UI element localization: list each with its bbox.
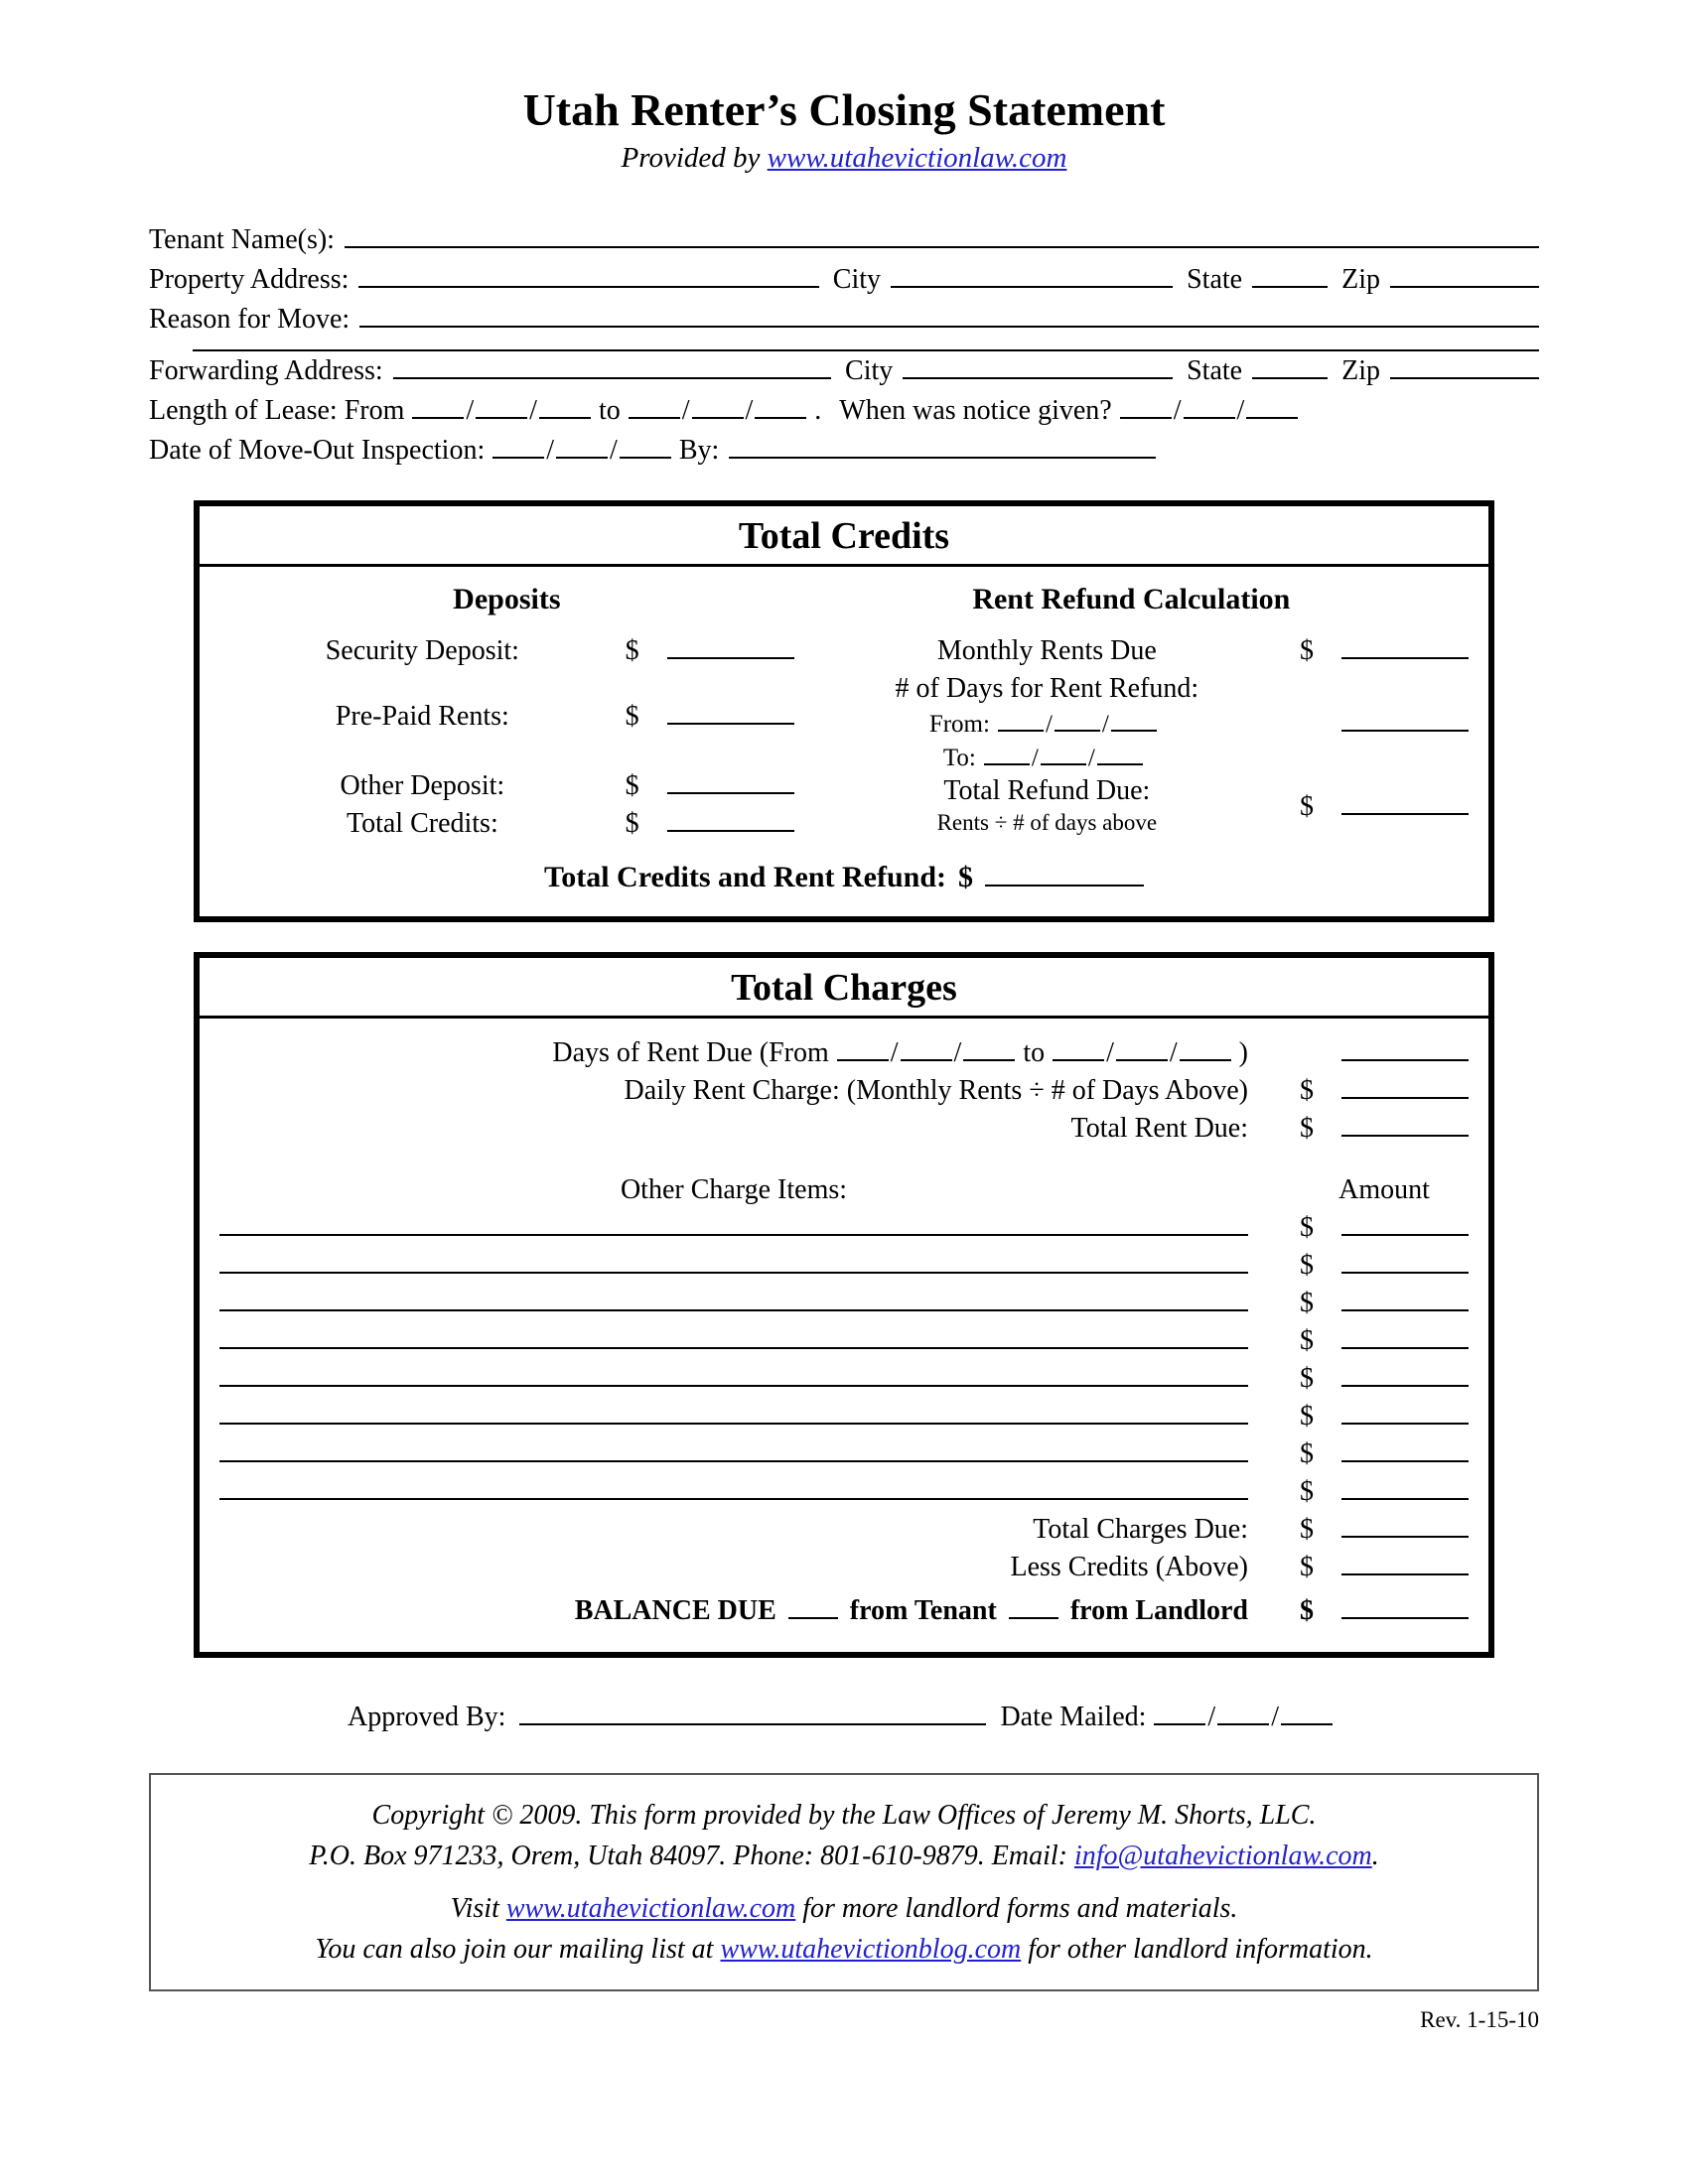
dollar-sign: $ bbox=[1300, 1363, 1314, 1394]
total-rent-due-row bbox=[219, 1110, 1469, 1148]
slash-text: / bbox=[1271, 1702, 1279, 1732]
total-charges-due-label: Total Charges Due: bbox=[1033, 1514, 1248, 1545]
other-charge-item-field[interactable] bbox=[219, 1347, 1248, 1349]
slash-text: / bbox=[1236, 395, 1245, 426]
prepaid-rents-field[interactable] bbox=[667, 723, 794, 725]
approved-by-label: Approved By: bbox=[348, 1702, 506, 1732]
date-segment[interactable] bbox=[963, 1059, 1015, 1061]
date-segment[interactable] bbox=[629, 417, 680, 419]
total-charges-title: Total Charges bbox=[200, 958, 1488, 1019]
blog-link[interactable]: www.utahevictionblog.com bbox=[720, 1934, 1022, 1965]
dollar-sign: $ bbox=[625, 701, 639, 732]
refund-from-group bbox=[794, 708, 1300, 742]
balance-due-label-group bbox=[219, 1592, 1300, 1630]
amount-heading: Amount bbox=[1338, 1174, 1430, 1205]
total-credits-label: Total Credits: bbox=[346, 808, 498, 839]
security-deposit-label: Security Deposit: bbox=[325, 635, 519, 666]
days-of-rent-label bbox=[219, 1034, 1300, 1072]
date-segment[interactable] bbox=[1246, 417, 1298, 419]
date-mailed-label: Date Mailed: bbox=[1000, 1702, 1147, 1732]
dollar-sign: $ bbox=[1300, 1552, 1314, 1582]
provided-by-text: Provided by bbox=[621, 142, 768, 174]
security-deposit-field[interactable] bbox=[667, 657, 794, 659]
forwarding-address-field[interactable] bbox=[393, 377, 831, 379]
refund-from-row bbox=[794, 708, 1469, 742]
slash-text: / bbox=[529, 395, 537, 426]
total-rent-due-label: Total Rent Due: bbox=[1070, 1113, 1248, 1144]
other-charge-amount[interactable] bbox=[1300, 1247, 1469, 1285]
date-segment[interactable] bbox=[556, 457, 608, 459]
less-credits-label: Less Credits (Above) bbox=[1010, 1552, 1248, 1582]
slash-text: / bbox=[953, 1037, 962, 1068]
other-deposit-amount[interactable] bbox=[626, 767, 794, 805]
balance-due-field[interactable] bbox=[1341, 1617, 1469, 1619]
forwarding-state-label: State bbox=[1187, 355, 1243, 386]
days-of-rent-row bbox=[219, 1034, 1469, 1072]
other-charge-item-field[interactable] bbox=[219, 1385, 1248, 1387]
other-charges-header-row bbox=[219, 1171, 1469, 1209]
dollar-sign: $ bbox=[625, 635, 639, 666]
total-rent-due-amount[interactable] bbox=[1300, 1110, 1469, 1148]
daily-rent-amount[interactable] bbox=[1300, 1072, 1469, 1110]
total-charges-due-amount[interactable] bbox=[1300, 1511, 1469, 1549]
dollar-sign: $ bbox=[1300, 1514, 1314, 1545]
total-charges-section bbox=[194, 952, 1494, 1658]
other-charge-amount-field[interactable] bbox=[1341, 1498, 1469, 1500]
rent-refund-heading: Rent Refund Calculation bbox=[972, 583, 1291, 615]
dollar-sign: $ bbox=[1300, 635, 1314, 666]
refund-to-label: To: bbox=[942, 745, 976, 771]
date-segment[interactable] bbox=[998, 730, 1044, 732]
state-label: State bbox=[1187, 264, 1243, 295]
total-refund-amount[interactable] bbox=[1300, 791, 1469, 823]
rent-from-date[interactable] bbox=[837, 1037, 1016, 1068]
slash-text: / bbox=[546, 435, 555, 466]
dollar-sign: $ bbox=[1300, 790, 1314, 822]
contact-text: P.O. Box 971233, Orem, Utah 84097. Phone: 801-610-9879. Email: bbox=[309, 1841, 1074, 1871]
date-segment[interactable] bbox=[984, 763, 1030, 765]
refund-from-date[interactable] bbox=[998, 711, 1157, 738]
email-link[interactable]: info@utahevictionlaw.com bbox=[1073, 1841, 1372, 1871]
monthly-rents-row bbox=[794, 632, 1469, 670]
top-fields-section bbox=[149, 220, 1539, 471]
lease-to-label: to bbox=[598, 395, 621, 426]
other-charge-amount[interactable] bbox=[1300, 1473, 1469, 1511]
mailing-list-line bbox=[181, 1929, 1507, 1970]
contact-suffix: . bbox=[1371, 1841, 1379, 1871]
total-credits-row bbox=[219, 805, 794, 843]
other-charge-row bbox=[219, 1285, 1469, 1322]
prepaid-rents-label: Pre-Paid Rents: bbox=[335, 701, 509, 732]
date-segment[interactable] bbox=[1120, 417, 1172, 419]
property-address-field[interactable] bbox=[358, 286, 818, 288]
forwarding-state-field[interactable] bbox=[1252, 377, 1328, 379]
date-segment[interactable] bbox=[1111, 730, 1157, 732]
total-credits-amount[interactable] bbox=[626, 805, 794, 843]
prepaid-rents-row bbox=[219, 698, 794, 736]
other-charge-amount[interactable] bbox=[1300, 1398, 1469, 1435]
reason-for-move-field[interactable] bbox=[359, 326, 1539, 328]
other-charge-row bbox=[219, 1360, 1469, 1398]
lease-start-date[interactable] bbox=[412, 391, 591, 431]
provided-by-link[interactable]: www.utahevictionlaw.com bbox=[767, 142, 1067, 174]
date-segment[interactable] bbox=[901, 1059, 952, 1061]
forwarding-city-label: City bbox=[845, 355, 894, 386]
date-segment[interactable] bbox=[1041, 763, 1086, 765]
slash-text: / bbox=[1207, 1702, 1216, 1732]
other-charge-amount-field[interactable] bbox=[1341, 1309, 1469, 1311]
slash-text: / bbox=[745, 395, 754, 426]
property-address-label: Property Address: bbox=[149, 264, 350, 295]
date-segment[interactable] bbox=[476, 417, 527, 419]
other-charge-item-field[interactable] bbox=[219, 1272, 1248, 1274]
balance-due-label: BALANCE DUE bbox=[574, 1595, 776, 1626]
state-field[interactable] bbox=[1252, 286, 1328, 288]
lease-end-date[interactable] bbox=[629, 391, 807, 431]
other-charge-item-field[interactable] bbox=[219, 1498, 1248, 1500]
forwarding-city-field[interactable] bbox=[903, 377, 1173, 379]
approval-row bbox=[149, 1702, 1539, 1733]
refund-days-amount[interactable] bbox=[1300, 730, 1469, 732]
credits-grand-total-field[interactable] bbox=[985, 885, 1144, 887]
days-mid: to bbox=[1023, 1037, 1046, 1068]
page-title: Utah Renter’s Closing Statement bbox=[522, 84, 1166, 135]
subtitle bbox=[149, 142, 1539, 175]
period-text: . bbox=[814, 395, 822, 426]
from-landlord-label: from Landlord bbox=[1069, 1595, 1248, 1626]
monthly-rents-label: Monthly Rents Due bbox=[936, 635, 1157, 666]
other-deposit-field[interactable] bbox=[667, 792, 794, 794]
slash-text: / bbox=[466, 395, 475, 426]
by-label: By: bbox=[678, 435, 720, 466]
deposits-column bbox=[219, 583, 794, 843]
dollar-sign: $ bbox=[1300, 1476, 1314, 1507]
date-segment[interactable] bbox=[620, 457, 671, 459]
city-field[interactable] bbox=[891, 286, 1173, 288]
refund-from-label: From: bbox=[928, 711, 990, 738]
date-segment[interactable] bbox=[837, 1059, 889, 1061]
slash-text: / bbox=[1106, 1037, 1114, 1068]
refund-to-group bbox=[794, 742, 1300, 775]
credits-grand-total-label: Total Credits and Rent Refund: bbox=[543, 861, 947, 893]
footer-box bbox=[149, 1773, 1539, 1991]
days-for-refund-label: # of Days for Rent Refund: bbox=[895, 673, 1199, 704]
total-refund-row bbox=[794, 775, 1469, 838]
contact-line bbox=[181, 1836, 1507, 1876]
dollar-sign: $ bbox=[625, 770, 639, 801]
total-refund-field[interactable] bbox=[1341, 813, 1469, 815]
daily-rent-row bbox=[219, 1072, 1469, 1110]
prepaid-rents-amount[interactable] bbox=[626, 698, 794, 736]
mailing-text: You can also join our mailing list at bbox=[315, 1934, 721, 1965]
dollar-sign: $ bbox=[1300, 1250, 1314, 1281]
forwarding-address-label: Forwarding Address: bbox=[149, 355, 383, 386]
other-charge-amount-field[interactable] bbox=[1341, 1234, 1469, 1236]
other-charge-row bbox=[219, 1322, 1469, 1360]
slash-text: / bbox=[1031, 745, 1039, 771]
other-charge-item-field[interactable] bbox=[219, 1309, 1248, 1311]
other-charge-row bbox=[219, 1435, 1469, 1473]
refund-to-row bbox=[794, 742, 1469, 775]
date-segment[interactable] bbox=[692, 417, 744, 419]
dollar-sign: $ bbox=[1300, 1325, 1314, 1356]
total-refund-due-label: Total Refund Due: bbox=[943, 775, 1151, 806]
days-for-refund-row bbox=[794, 670, 1469, 708]
date-segment[interactable] bbox=[1116, 1059, 1168, 1061]
dollar-sign: $ bbox=[1300, 1595, 1314, 1626]
days-suffix: ) bbox=[1238, 1037, 1248, 1068]
visit-suffix: for more landlord forms and materials. bbox=[795, 1893, 1238, 1924]
less-credits-row bbox=[219, 1549, 1469, 1586]
total-refund-labels bbox=[794, 775, 1300, 838]
lease-label: Length of Lease: From bbox=[149, 395, 405, 426]
date-segment[interactable] bbox=[1217, 1723, 1269, 1725]
other-charge-row bbox=[219, 1247, 1469, 1285]
refund-to-date[interactable] bbox=[984, 745, 1143, 771]
other-charge-amount-field[interactable] bbox=[1341, 1423, 1469, 1425]
visit-text: Visit bbox=[450, 1893, 506, 1924]
date-segment[interactable] bbox=[1180, 1059, 1231, 1061]
inspected-by-field[interactable] bbox=[729, 457, 1156, 459]
other-charge-amount-field[interactable] bbox=[1341, 1272, 1469, 1274]
daily-rent-field[interactable] bbox=[1341, 1097, 1469, 1099]
dollar-sign: $ bbox=[625, 808, 639, 839]
daily-rent-label: Daily Rent Charge: (Monthly Rents ÷ # of Days Above) bbox=[624, 1075, 1248, 1106]
reason-for-move-label: Reason for Move: bbox=[149, 304, 351, 335]
deposits-heading: Deposits bbox=[453, 583, 561, 615]
slash-text: / bbox=[1045, 711, 1053, 738]
forwarding-zip-label: Zip bbox=[1341, 355, 1380, 386]
other-charge-row bbox=[219, 1398, 1469, 1435]
lease-row bbox=[149, 391, 1539, 431]
revision-label: Rev. 1-15-10 bbox=[1420, 2007, 1539, 2032]
slash-text: / bbox=[1173, 395, 1182, 426]
inspection-date[interactable] bbox=[492, 431, 671, 471]
refund-note: Rents ÷ # of days above bbox=[936, 810, 1158, 835]
date-segment[interactable] bbox=[539, 417, 591, 419]
date-segment[interactable] bbox=[412, 417, 464, 419]
balance-due-row bbox=[219, 1592, 1469, 1630]
slash-text: / bbox=[1087, 745, 1095, 771]
balance-from-tenant-field[interactable] bbox=[788, 1617, 838, 1619]
other-charge-item-field[interactable] bbox=[219, 1234, 1248, 1236]
slash-text: / bbox=[1169, 1037, 1178, 1068]
inspection-row bbox=[149, 431, 1539, 471]
total-charges-body bbox=[200, 1019, 1488, 1652]
days-prefix: Days of Rent Due (From bbox=[552, 1037, 829, 1068]
other-charge-amount-field[interactable] bbox=[1341, 1385, 1469, 1387]
date-mailed-date[interactable] bbox=[1154, 1702, 1333, 1733]
property-address-row bbox=[149, 260, 1539, 300]
other-charge-item-field[interactable] bbox=[219, 1423, 1248, 1425]
reason-for-move-row bbox=[149, 300, 1539, 340]
total-charges-due-row bbox=[219, 1511, 1469, 1549]
date-segment[interactable] bbox=[1055, 730, 1100, 732]
monthly-rents-amount[interactable] bbox=[1300, 632, 1469, 670]
total-charges-due-field[interactable] bbox=[1341, 1536, 1469, 1538]
from-tenant-label: from Tenant bbox=[849, 1595, 997, 1626]
other-charge-amount[interactable] bbox=[1300, 1322, 1469, 1360]
rent-refund-column bbox=[794, 583, 1469, 843]
date-segment[interactable] bbox=[492, 457, 544, 459]
total-rent-due-field[interactable] bbox=[1341, 1135, 1469, 1137]
total-credits-title: Total Credits bbox=[200, 506, 1488, 567]
slash-text: / bbox=[610, 435, 618, 466]
date-segment[interactable] bbox=[755, 417, 806, 419]
notice-given-date[interactable] bbox=[1120, 391, 1299, 431]
zip-label: Zip bbox=[1341, 264, 1380, 295]
total-credits-field[interactable] bbox=[667, 830, 794, 832]
forwarding-zip-field[interactable] bbox=[1390, 377, 1539, 379]
notice-given-label: When was notice given? bbox=[839, 395, 1112, 426]
other-charge-row bbox=[219, 1473, 1469, 1511]
other-charge-amount-field[interactable] bbox=[1341, 1460, 1469, 1462]
dollar-sign: $ bbox=[1300, 1401, 1314, 1432]
approved-by-field[interactable] bbox=[519, 1723, 986, 1725]
tenant-names-row bbox=[149, 220, 1539, 260]
copyright-line: Copyright © 2009. This form provided by the Law Offices of Jeremy M. Shorts, LLC. bbox=[371, 1800, 1317, 1831]
total-credits-section bbox=[194, 500, 1494, 922]
slash-text: / bbox=[890, 1037, 899, 1068]
zip-field[interactable] bbox=[1390, 286, 1539, 288]
other-charge-amount[interactable] bbox=[1300, 1360, 1469, 1398]
date-segment[interactable] bbox=[1097, 763, 1143, 765]
refund-days-field[interactable] bbox=[1341, 730, 1469, 732]
date-segment[interactable] bbox=[1154, 1723, 1205, 1725]
rent-to-date[interactable] bbox=[1053, 1037, 1231, 1068]
slash-text: / bbox=[681, 395, 690, 426]
document-header bbox=[149, 83, 1539, 175]
dollar-sign: $ bbox=[1300, 1212, 1314, 1243]
less-credits-amount[interactable] bbox=[1300, 1549, 1469, 1586]
other-charge-amount[interactable] bbox=[1300, 1435, 1469, 1473]
other-charge-amount[interactable] bbox=[1300, 1285, 1469, 1322]
balance-from-landlord-field[interactable] bbox=[1009, 1617, 1058, 1619]
slash-text: / bbox=[1101, 711, 1109, 738]
other-charge-amount[interactable] bbox=[1300, 1209, 1469, 1247]
dollar-sign: $ bbox=[1300, 1438, 1314, 1469]
dollar-sign: $ bbox=[1300, 1075, 1314, 1106]
tenant-names-label: Tenant Name(s): bbox=[149, 224, 335, 255]
dollar-sign: $ bbox=[1300, 1288, 1314, 1318]
other-charge-items-heading: Other Charge Items: bbox=[620, 1174, 848, 1205]
credits-grand-total-row bbox=[219, 861, 1469, 894]
security-deposit-row bbox=[219, 632, 794, 670]
days-of-rent-field[interactable] bbox=[1341, 1059, 1469, 1061]
security-deposit-amount[interactable] bbox=[626, 632, 794, 670]
balance-due-amount[interactable] bbox=[1300, 1592, 1469, 1630]
other-charge-amount-field[interactable] bbox=[1341, 1347, 1469, 1349]
tenant-names-field[interactable] bbox=[345, 246, 1539, 248]
less-credits-field[interactable] bbox=[1341, 1573, 1469, 1575]
date-segment[interactable] bbox=[1053, 1059, 1104, 1061]
forwarding-address-row bbox=[149, 351, 1539, 391]
other-deposit-label: Other Deposit: bbox=[340, 770, 505, 801]
dollar-sign: $ bbox=[958, 861, 974, 893]
total-credits-body bbox=[200, 567, 1488, 916]
date-segment[interactable] bbox=[1184, 417, 1235, 419]
dollar-sign: $ bbox=[1300, 1113, 1314, 1144]
other-charge-row bbox=[219, 1209, 1469, 1247]
website-link[interactable]: www.utahevictionlaw.com bbox=[505, 1893, 796, 1924]
monthly-rents-field[interactable] bbox=[1341, 657, 1469, 659]
visit-line bbox=[181, 1888, 1507, 1929]
date-segment[interactable] bbox=[1281, 1723, 1333, 1725]
other-charge-item-field[interactable] bbox=[219, 1460, 1248, 1462]
mailing-suffix: for other landlord information. bbox=[1021, 1934, 1373, 1965]
other-deposit-row bbox=[219, 767, 794, 805]
inspection-label: Date of Move-Out Inspection: bbox=[149, 435, 486, 466]
city-label: City bbox=[832, 264, 882, 295]
days-of-rent-amount[interactable] bbox=[1300, 1059, 1469, 1061]
